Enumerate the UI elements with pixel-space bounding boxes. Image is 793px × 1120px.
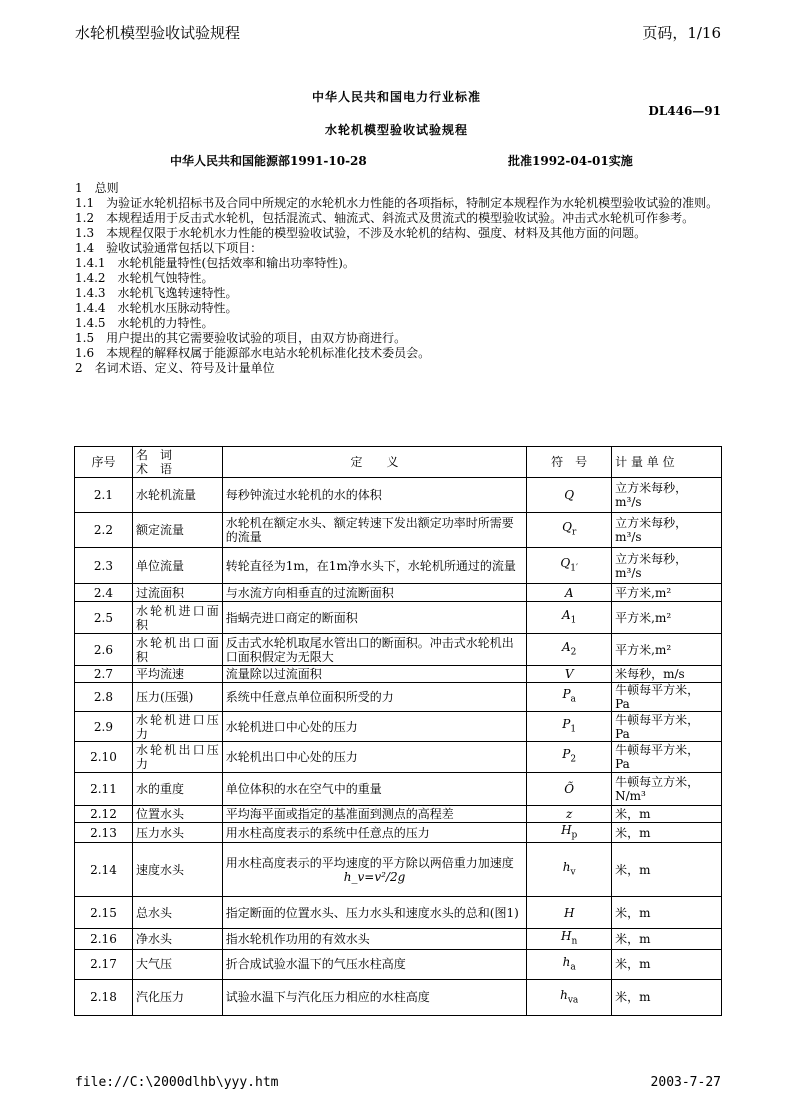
term-name: 速度水头 <box>132 843 222 897</box>
term-symbol-main: h <box>562 954 571 969</box>
term-symbol <box>527 897 612 929</box>
term-name: 水轮机进口面积 <box>132 602 222 634</box>
term-definition-text: 指水轮机作功用的有效水头 <box>225 932 370 947</box>
paragraph: 1.2 本规程适用于反击式水轮机，包括混流式、轴流式、斜流式及贯流式的模型验收试验。冲击式水轮机可作参考。 <box>75 211 695 225</box>
term-symbol <box>527 666 612 683</box>
term-definition <box>222 949 526 979</box>
term-name: 净水头 <box>132 929 222 949</box>
term-unit-symbol: Pa <box>615 726 630 741</box>
term-definition <box>222 979 526 1015</box>
term-unit <box>612 666 722 683</box>
term-unit-text: 立方米每秒， <box>615 481 688 495</box>
table-header-row <box>75 447 722 478</box>
term-name: 水轮机出口压力 <box>132 742 222 773</box>
term-symbol-main: Õ <box>564 782 575 796</box>
term-definition-text: 水轮机在额定水头、额定转速下发出额定功率时所需要的流量 <box>225 516 514 544</box>
term-symbol <box>527 773 612 806</box>
term-unit-symbol: Pa <box>615 757 630 771</box>
term-name: 水轮机出口面积 <box>132 634 222 666</box>
term-unit-text: 牛顿每立方米， <box>615 775 700 789</box>
term-number: 2.18 <box>75 979 133 1015</box>
term-definition-text: 反击式水轮机取尾水管出口的断面积。冲击式水轮机出口面积假定为无限大 <box>225 635 514 664</box>
term-definition-text: 指定断面的位置水头、压力水头和速度水头的总和(图1) <box>225 905 519 920</box>
table-row <box>75 513 722 548</box>
term-name: 水轮机进口压力 <box>132 712 222 742</box>
header-symbol: 符 号 <box>527 447 612 478</box>
term-definition-text: 流量除以过流面积 <box>225 667 322 681</box>
table-row <box>75 666 722 683</box>
term-unit-symbol: m³/s <box>615 495 642 509</box>
term-unit-text: 牛顿每平方米， <box>615 683 700 697</box>
term-unit <box>612 548 722 584</box>
term-unit-text: 立方米每秒， <box>615 516 688 530</box>
term-definition <box>222 929 526 949</box>
document-title: 水轮机模型验收试验规程 <box>324 123 468 137</box>
table-row <box>75 548 722 584</box>
term-definition-text: 水轮机出口中心处的压力 <box>225 750 358 764</box>
term-name: 平均流速 <box>132 666 222 683</box>
term-name: 水的重度 <box>132 773 222 806</box>
paragraph: 1.5 用户提出的其它需要验收试验的项目，由双方协商进行。 <box>75 331 407 345</box>
term-definition-text: 与水流方向相垂直的过流断面积 <box>225 585 394 600</box>
table-row <box>75 742 722 773</box>
term-symbol-main: H <box>563 905 575 920</box>
paragraph: 1.4.3 水轮机飞逸转速特性。 <box>75 286 238 300</box>
term-number: 2.7 <box>75 666 133 683</box>
term-definition <box>222 634 526 666</box>
table-row <box>75 584 722 602</box>
term-unit <box>612 513 722 548</box>
term-definition <box>222 897 526 929</box>
term-number: 2.16 <box>75 929 133 949</box>
term-definition <box>222 742 526 773</box>
term-unit <box>612 929 722 949</box>
term-number: 2.14 <box>75 843 133 897</box>
table-row <box>75 929 722 949</box>
print-date: 2003-7-27 <box>650 1075 721 1090</box>
paragraph: 1.4.2 水轮机气蚀特性。 <box>75 271 214 285</box>
header-name-line2: 术 语 <box>135 462 172 476</box>
table-row <box>75 843 722 897</box>
term-symbol <box>527 584 612 602</box>
term-unit-text: 平方米,m² <box>615 585 672 600</box>
term-number: 2.1 <box>75 478 133 513</box>
standard-org: 中华人民共和国电力行业标准 <box>311 90 481 104</box>
term-unit <box>612 634 722 666</box>
term-symbol-sub: p <box>571 830 578 841</box>
term-definition-text: 用水柱高度表示的平均速度的平方除以两倍重力加速度 <box>225 855 514 870</box>
term-definition <box>222 478 526 513</box>
term-unit-text: 牛顿每平方米， <box>615 743 700 757</box>
term-unit-symbol: Pa <box>615 697 630 711</box>
header-no: 序号 <box>75 447 133 478</box>
term-symbol-sub: 2 <box>570 647 577 658</box>
term-number: 2.5 <box>75 602 133 634</box>
term-unit <box>612 979 722 1015</box>
term-definition <box>222 513 526 548</box>
term-number: 2.4 <box>75 584 133 602</box>
term-unit-text: 米，m <box>615 807 651 821</box>
term-symbol <box>527 949 612 979</box>
term-name: 水轮机流量 <box>132 478 222 513</box>
term-unit <box>612 712 722 742</box>
paragraph: 1.3 本规程仅限于水轮机水力性能的模型验收试验，不涉及水轮机的结构、强度、材料及其他方面的问题。 <box>75 226 647 240</box>
term-unit-text: 米，m <box>615 862 651 877</box>
term-symbol <box>527 806 612 823</box>
term-unit <box>612 584 722 602</box>
implementation-date: 批准1992-04-01实施 <box>508 154 633 168</box>
term-symbol-main: A <box>561 607 571 622</box>
term-formula: h_v=v²/2g <box>343 869 406 884</box>
term-definition <box>222 666 526 683</box>
term-number: 2.3 <box>75 548 133 584</box>
standard-code: DL446—91 <box>648 104 721 118</box>
term-definition-text: 水轮机进口中心处的压力 <box>225 719 358 734</box>
term-unit-symbol: m³/s <box>615 565 642 580</box>
file-path: file://C:\2000dlhb\yyy.htm <box>75 1075 279 1090</box>
table-row <box>75 773 722 806</box>
term-symbol-main: z <box>566 807 573 821</box>
term-symbol <box>527 683 612 712</box>
term-symbol-main: Q <box>564 488 575 502</box>
term-name: 汽化压力 <box>132 979 222 1015</box>
term-definition <box>222 602 526 634</box>
term-unit-text: 立方米每秒， <box>615 551 688 566</box>
term-number: 2.2 <box>75 513 133 548</box>
term-name: 压力水头 <box>132 823 222 843</box>
term-unit-text: 米，m <box>615 825 651 840</box>
term-number: 2.17 <box>75 949 133 979</box>
term-symbol-main: h <box>562 860 571 875</box>
term-number: 2.6 <box>75 634 133 666</box>
term-definition-text: 用水柱高度表示的系统中任意点的压力 <box>225 825 430 840</box>
term-number: 2.9 <box>75 712 133 742</box>
term-definition-text: 转轮直径为1m，在1m净水头下，水轮机所通过的流量 <box>225 558 516 573</box>
term-symbol-sub: r <box>571 527 577 538</box>
term-unit-text: 米，m <box>615 905 651 920</box>
term-name: 单位流量 <box>132 548 222 584</box>
term-definition <box>222 683 526 712</box>
term-unit <box>612 742 722 773</box>
term-symbol <box>527 742 612 773</box>
term-symbol-main: A <box>561 639 571 654</box>
term-unit <box>612 602 722 634</box>
term-unit <box>612 843 722 897</box>
term-definition-text: 每秒钟流过水轮机的水的体积 <box>225 488 382 502</box>
term-symbol <box>527 513 612 548</box>
section-heading: 2 名词术语、定义、符号及计量单位 <box>75 361 275 375</box>
term-unit-text: 米，m <box>615 990 651 1005</box>
term-symbol <box>527 478 612 513</box>
term-symbol <box>527 712 612 742</box>
term-definition <box>222 548 526 584</box>
paragraph: 1.6 本规程的解释权属于能源部水电站水轮机标准化技术委员会。 <box>75 346 431 360</box>
header-name <box>132 447 222 478</box>
term-number: 2.11 <box>75 773 133 806</box>
table-row <box>75 897 722 929</box>
table-row <box>75 478 722 513</box>
term-name: 过流面积 <box>132 584 222 602</box>
term-symbol <box>527 634 612 666</box>
header-unit: 计 量 单 位 <box>612 447 722 478</box>
header-definition: 定 义 <box>222 447 526 478</box>
paragraph: 1.4.1 水轮机能量特性(包括效率和输出功率特性)。 <box>75 256 355 270</box>
table-row <box>75 979 722 1015</box>
table-row <box>75 683 722 712</box>
term-definition <box>222 843 526 897</box>
term-symbol <box>527 602 612 634</box>
page-number: 页码，1/16 <box>642 24 721 42</box>
term-symbol-sub: v <box>570 867 576 878</box>
term-definition-text: 平均海平面或指定的基准面到测点的高程差 <box>225 807 454 821</box>
term-symbol-main: P <box>562 687 571 702</box>
paragraph: 1.4 验收试验通常包括以下项目： <box>75 241 263 255</box>
term-symbol-main: H <box>561 823 572 837</box>
term-name: 大气压 <box>132 949 222 979</box>
term-definition-text: 指蜗壳进口商定的断面积 <box>225 610 358 625</box>
term-unit <box>612 949 722 979</box>
term-symbol-sub: 1 <box>570 724 577 735</box>
table-row <box>75 949 722 979</box>
table-row <box>75 634 722 666</box>
term-unit-text: 平方米,m² <box>615 642 672 657</box>
term-symbol-main: P <box>562 747 571 762</box>
term-symbol-main: h <box>560 987 568 1002</box>
term-unit-text: 米每秒，m/s <box>615 667 685 681</box>
term-symbol-sub: a <box>570 694 576 705</box>
table-row <box>75 712 722 742</box>
document-body <box>75 181 721 376</box>
term-symbol-main: V <box>564 667 574 681</box>
term-symbol-main: Q <box>562 520 572 535</box>
term-definition <box>222 823 526 843</box>
term-unit-text: 平方米,m² <box>615 610 672 625</box>
term-symbol-sub: 2 <box>570 754 577 765</box>
term-unit-text: 米，m <box>615 932 651 947</box>
term-symbol-main: P <box>562 716 571 731</box>
term-name: 位置水头 <box>132 806 222 823</box>
term-unit-symbol: N/m³ <box>615 789 646 803</box>
term-unit-symbol: m³/s <box>615 530 642 544</box>
term-symbol <box>527 843 612 897</box>
term-unit <box>612 773 722 806</box>
term-unit <box>612 823 722 843</box>
term-unit <box>612 806 722 823</box>
term-definition <box>222 712 526 742</box>
term-unit <box>612 897 722 929</box>
term-name: 总水头 <box>132 897 222 929</box>
term-symbol-sub: n <box>571 936 578 947</box>
paragraph: 1.1 为验证水轮机招标书及合同中所规定的水轮机水力性能的各项指标，特制定本规程作为水轮机模型验收试验的准则。 <box>75 196 719 210</box>
term-number: 2.8 <box>75 683 133 712</box>
table-row <box>75 823 722 843</box>
term-definition <box>222 584 526 602</box>
term-symbol-sub: 1′ <box>570 563 578 574</box>
term-symbol-main: Q <box>560 555 571 570</box>
table-row <box>75 806 722 823</box>
term-symbol-sub: va <box>567 994 579 1005</box>
term-number: 2.12 <box>75 806 133 823</box>
term-number: 2.10 <box>75 742 133 773</box>
term-symbol-main: H <box>561 929 572 944</box>
term-unit-text: 米，m <box>615 957 651 972</box>
header-name-line1: 名 词 <box>135 448 172 462</box>
term-symbol-sub: 1 <box>570 615 577 626</box>
table-row <box>75 602 722 634</box>
term-number: 2.15 <box>75 897 133 929</box>
term-symbol <box>527 929 612 949</box>
term-definition <box>222 806 526 823</box>
term-name: 额定流量 <box>132 513 222 548</box>
term-unit <box>612 683 722 712</box>
term-definition-text: 试验水温下与汽化压力相应的水柱高度 <box>225 990 430 1005</box>
term-definition-text: 单位体积的水在空气中的重量 <box>225 782 382 796</box>
paragraph: 1.4.4 水轮机水压脉动特性。 <box>75 301 238 315</box>
page-header-title: 水轮机模型验收试验规程 <box>75 24 241 42</box>
term-definition <box>222 773 526 806</box>
issued-by: 中华人民共和国能源部1991-10-28 <box>170 154 367 168</box>
section-heading: 1 总则 <box>75 181 119 195</box>
term-symbol <box>527 979 612 1015</box>
term-unit <box>612 478 722 513</box>
term-symbol <box>527 823 612 843</box>
term-number: 2.13 <box>75 823 133 843</box>
term-symbol-main: A <box>564 585 574 600</box>
paragraph: 1.4.5 水轮机的力特性。 <box>75 316 214 330</box>
terms-table <box>74 446 722 1016</box>
term-unit-text: 牛顿每平方米， <box>615 712 700 727</box>
term-symbol-sub: a <box>570 961 576 972</box>
term-name: 压力(压强) <box>132 683 222 712</box>
term-symbol <box>527 548 612 584</box>
term-definition-text: 系统中任意点单位面积所受的力 <box>225 690 394 704</box>
term-definition-text: 折合成试验水温下的气压水柱高度 <box>225 957 406 972</box>
